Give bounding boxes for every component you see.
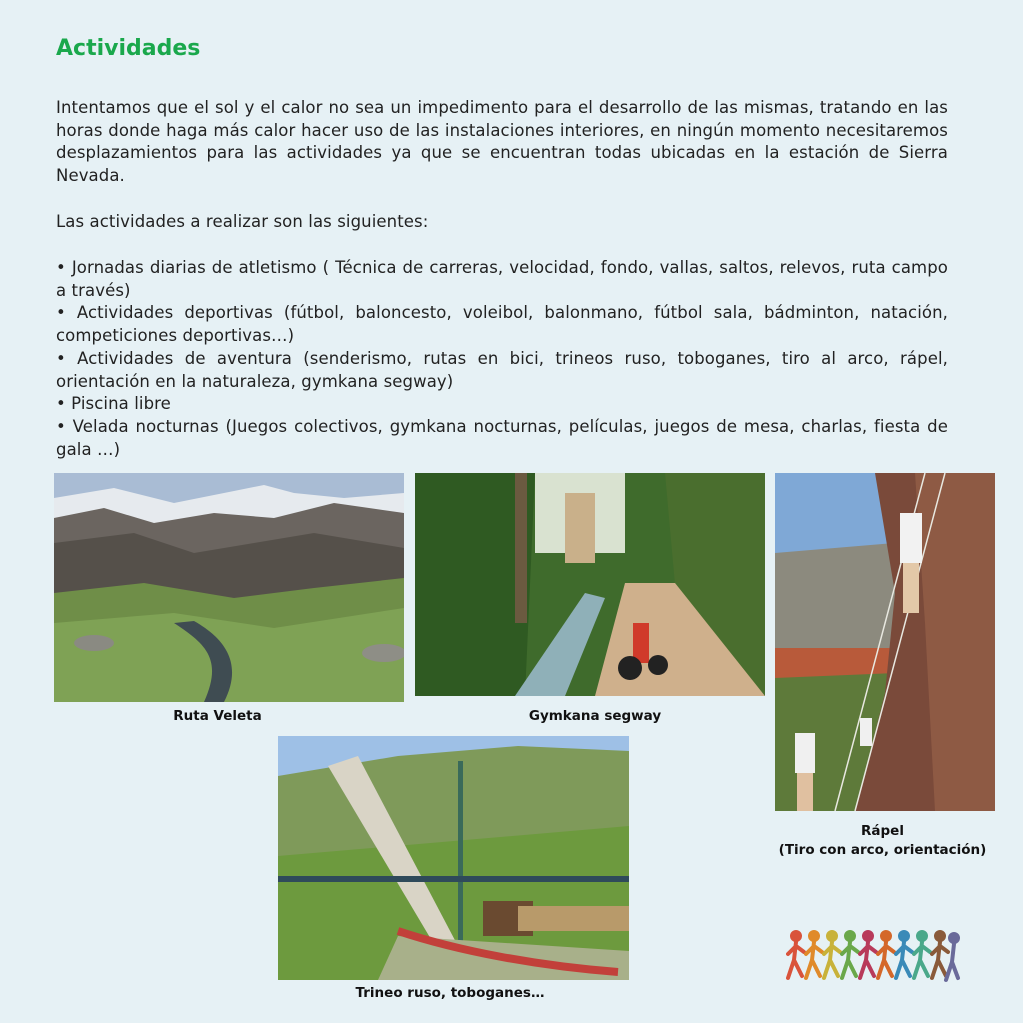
caption-gymkana-segway: Gymkana segway <box>528 708 662 724</box>
caption-rapel-subtitle: (Tiro con arco, orientación) <box>778 842 987 858</box>
list-item: • Piscina libre <box>56 394 171 414</box>
list-item: • Velada nocturnas (Juegos colectivos, gymkana nocturnas, películas, juegos de mesa, charlas, fiesta de gala …) <box>56 416 948 459</box>
activities-list <box>56 257 948 461</box>
caption-rapel-title: Rápel <box>861 823 904 839</box>
list-item: • Actividades de aventura (senderismo, rutas en bici, trineos ruso, toboganes, tiro al arco, rápel, orientación en la naturaleza, gymkana segway) <box>56 348 948 391</box>
photo-rapel <box>775 473 995 811</box>
photo-gymkana-segway <box>415 473 765 696</box>
caption-trineo-ruso: Trineo ruso, toboganes… <box>355 985 545 1001</box>
caption-ruta-veleta: Ruta Veleta <box>173 708 262 724</box>
photo-trineo-ruso <box>278 736 629 980</box>
runners-logo-icon <box>786 928 961 988</box>
caption-rapel <box>770 822 995 860</box>
photo-ruta-veleta <box>54 473 404 702</box>
activities-lead: Las actividades a realizar son las siguientes: <box>56 212 429 231</box>
page-title: Actividades <box>56 36 201 61</box>
list-item: • Jornadas diarias de atletismo ( Técnica de carreras, velocidad, fondo, vallas, saltos, relevos, ruta campo a través) <box>56 258 948 300</box>
list-item: • Actividades deportivas (fútbol, baloncesto, voleibol, balonmano, fútbol sala, bádminton, natación, competiciones deportivas…) <box>56 303 948 346</box>
intro-paragraph: Intentamos que el sol y el calor no sea un impedimento para el desarrollo de las mismas, tratando en las horas donde haga más calor hacer uso de las instalaciones interiores, en ningún momento necesitaremos desplazamientos para las actividades ya que se encuentran todas ubicadas en la estación de Sierra Nevada. <box>56 98 948 186</box>
